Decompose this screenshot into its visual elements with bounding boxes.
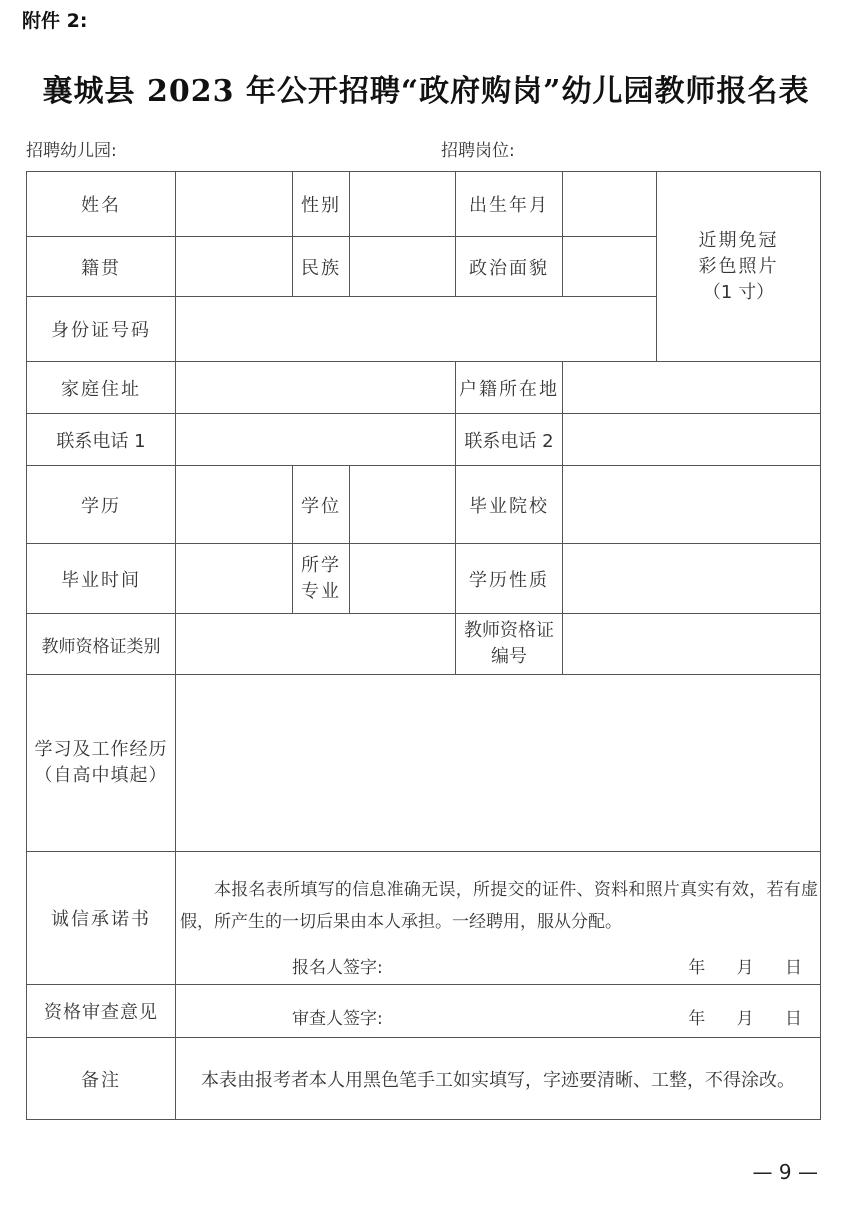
household-label: 户籍所在地: [456, 362, 563, 414]
pledge-box: [176, 852, 821, 985]
address-label: 家庭住址: [27, 362, 176, 414]
grad-time-label: 毕业时间: [27, 544, 176, 614]
political-label: 政治面貌: [456, 237, 563, 297]
review-label: 资格审查意见: [27, 985, 176, 1038]
id-number-label: 身份证号码: [27, 297, 176, 362]
kindergarten-label: 招聘幼儿园:: [26, 141, 117, 161]
education-field[interactable]: [176, 466, 293, 544]
review-box[interactable]: [176, 985, 821, 1038]
ethnicity-label: 民族: [293, 237, 350, 297]
address-field[interactable]: [176, 362, 456, 414]
grad-time-field[interactable]: [176, 544, 293, 614]
major-label: [293, 544, 350, 614]
household-field[interactable]: [563, 362, 821, 414]
page-number: — 9 —: [752, 1160, 818, 1184]
review-date-label: 年 月 日: [688, 1009, 802, 1029]
major-label-line-2: 专业: [301, 580, 341, 602]
cert-type-label: 教师资格证类别: [27, 614, 176, 675]
experience-line-1: 学习及工作经历: [34, 739, 168, 760]
reviewer-sign-label: 审查人签字:: [292, 1009, 383, 1029]
pledge-text: 本报名表所填写的信息准确无误，所提交的证件、资料和照片真实有效，若有虚假，所产生的一切后果由本人承担。一经聘用，服从分配。: [180, 880, 818, 932]
phone2-label: 联系电话 2: [456, 414, 563, 466]
pledge-label: 诚信承诺书: [27, 852, 176, 985]
experience-field[interactable]: [176, 675, 821, 852]
degree-label: 学位: [293, 466, 350, 544]
cert-number-field[interactable]: [563, 614, 821, 675]
applicant-sign-label: 报名人签字:: [292, 958, 383, 978]
birth-label: 出生年月: [456, 172, 563, 237]
phone1-field[interactable]: [176, 414, 456, 466]
birth-field[interactable]: [563, 172, 657, 237]
photo-line-1: 近期免冠: [698, 229, 779, 251]
phone2-field[interactable]: [563, 414, 821, 466]
form-title: 襄城县 2023 年公开招聘“政府购岗”幼儿园教师报名表: [42, 74, 810, 109]
experience-line-2: （自高中填起）: [34, 765, 168, 786]
major-field[interactable]: [350, 544, 456, 614]
id-number-field[interactable]: [176, 297, 657, 362]
origin-field[interactable]: [176, 237, 293, 297]
cert-number-label: [456, 614, 563, 675]
school-field[interactable]: [563, 466, 821, 544]
remarks-text: 本表由报考者本人用黑色笔手工如实填写，字迹要清晰、工整，不得涂改。: [176, 1038, 821, 1120]
name-label: 姓名: [27, 172, 176, 237]
name-field[interactable]: [176, 172, 293, 237]
applicant-date-label: 年 月 日: [688, 958, 802, 978]
major-label-line-1: 所学: [301, 554, 341, 576]
political-field[interactable]: [563, 237, 657, 297]
edu-type-label: 学历性质: [456, 544, 563, 614]
education-label: 学历: [27, 466, 176, 544]
photo-line-3: （1 寸）: [702, 281, 775, 303]
attachment-label: 附件 2:: [22, 10, 88, 32]
gender-field[interactable]: [350, 172, 456, 237]
origin-label: 籍贯: [27, 237, 176, 297]
phone1-label: 联系电话 1: [27, 414, 176, 466]
ethnicity-field[interactable]: [350, 237, 456, 297]
school-label: 毕业院校: [456, 466, 563, 544]
remarks-label: 备注: [27, 1038, 176, 1120]
gender-label: 性别: [293, 172, 350, 237]
cert-number-line-2: 编号: [491, 646, 527, 667]
cert-number-line-1: 教师资格证: [464, 620, 554, 641]
degree-field[interactable]: [350, 466, 456, 544]
edu-type-field[interactable]: [563, 544, 821, 614]
experience-label: [27, 675, 176, 852]
position-label: 招聘岗位:: [441, 141, 515, 161]
photo-box[interactable]: [657, 172, 821, 362]
photo-line-2: 彩色照片: [698, 255, 779, 277]
cert-type-field[interactable]: [176, 614, 456, 675]
registration-form-table: [26, 171, 821, 1120]
